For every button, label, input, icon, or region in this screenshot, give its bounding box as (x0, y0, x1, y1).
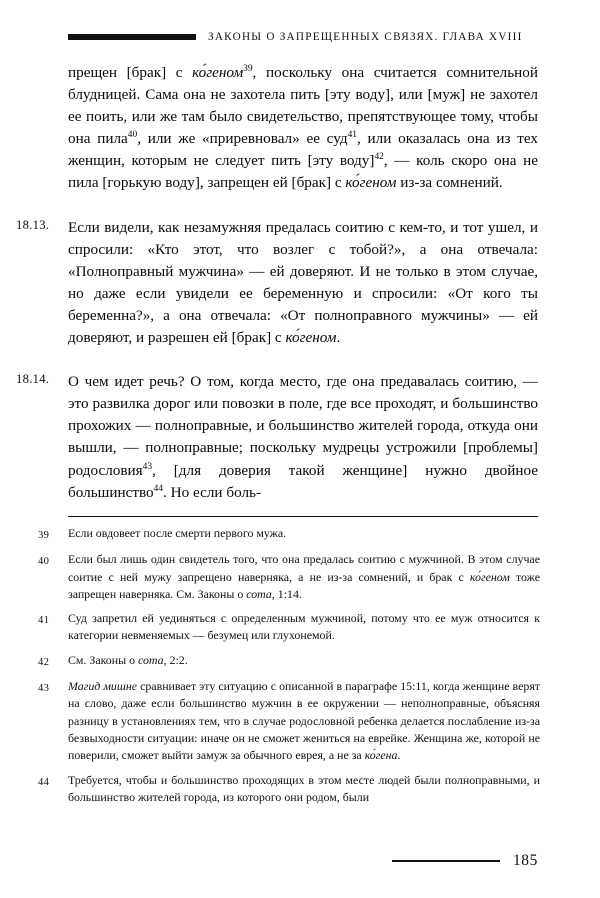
page-number: 185 (512, 852, 538, 869)
fn42-text-1: См. Законы о (68, 652, 138, 667)
fn40-italic-1: ко́геном (469, 569, 510, 584)
footnote-number-41: 41 (38, 615, 50, 627)
fn43-italic-lead: Магид мишне (68, 679, 138, 694)
footnote-ref-44[interactable]: 44 (153, 483, 164, 494)
cont-text-5: , — коль скоро она не пила [горькую воду], запрещен ей [брак] с (68, 152, 538, 192)
folio (68, 852, 538, 870)
footnote-list (38, 525, 540, 813)
running-head-rule (68, 34, 196, 40)
cont-text-2: , поскольку она считается сомнительной блудницей. Сама она не захотела пить [эту воду], или [муж] не захотел ее поить, или же там было свидетельство, препятствующее тому, чтобы она пила (68, 64, 538, 148)
folio-rule (392, 860, 500, 862)
footnote-ref-41[interactable]: 41 (347, 130, 357, 141)
footnote-separator-rule (68, 516, 538, 517)
footnote-number-40: 40 (38, 556, 50, 568)
cont-italic-2: ко́геном (345, 174, 397, 192)
footnote-number-42: 42 (38, 656, 50, 668)
fn40-text-2: тоже запрещен наверняка. См. Законы о (68, 569, 540, 601)
cont-text-1: прещен [брак] с (68, 64, 193, 81)
fn42-text-2: , 2:2. (163, 652, 188, 667)
footnote-44 (38, 772, 540, 807)
s1-text-1: Если видели, как незамужняя предалась соитию с кем-то, и тот ушел, и спросили: «Кто этот, что возлег с тобой?», а она отвечала: «Полноправный мужчина» — ей доверяют. И не только в этом случае, но даже если увидели ее беременную и спросили: «От кого ты беременна?», а она отвечала: «От полноправного мужчины» — ей доверяют, и разрешен ей [брак] с (68, 218, 538, 347)
running-head (68, 26, 560, 48)
s1-text-2: . (336, 329, 341, 347)
s1-italic-1: ко́геном (285, 329, 337, 347)
fn43-text-1: сравнивает эту ситуацию с описанной в параграфе 15:11, когда женщине верят на слово, даже если большинство мужчин в ее окружении — неполноправные, объясняя разницу в установлениях тем, что в случае родословной ребенка делается послабление из-за безвыходности ситуации: иначе он не сможет жениться на еврейке. Женщина же, которой не поверили, сможет выйти замуж за обычного еврея, а не за (68, 679, 540, 763)
footnote-ref-43[interactable]: 43 (142, 461, 153, 472)
footnote-number-44: 44 (38, 776, 50, 788)
s2-text-2: , [для доверия такой женщине] нужно двойное большинство (68, 461, 538, 501)
footnote-text-41 (68, 610, 540, 645)
section-18-14 (16, 371, 538, 504)
footnote-number-43: 43 (38, 683, 50, 695)
fn43-italic-1: ко́гена (364, 748, 398, 763)
cont-text-4: , или оказалась она из тех женщин, которым не следует пить [эту воду] (68, 130, 538, 170)
fn40-italic-2: сота (246, 586, 272, 601)
fn40-text-3: , 1:14. (271, 586, 302, 601)
running-head-title: ЗАКОНЫ О ЗАПРЕЩЕННЫХ СВЯЗЯХ. ГЛАВА XVIII (208, 31, 523, 43)
footnote-text-44 (68, 772, 540, 807)
fn39-text-1: Если овдовеет после смерти первого мужа. (68, 526, 287, 540)
continued-paragraph (68, 62, 538, 195)
footnote-ref-39[interactable]: 39 (243, 63, 253, 74)
fn44-text-1: Требуется, чтобы и большинство проходящих в этом месте людей были полноправными, и большинство жителей города, из которого они родом, были (68, 772, 540, 804)
footnote-41 (38, 610, 540, 645)
cont-text-3: , или же «приревновал» ее суд (137, 130, 348, 148)
footnote-text-39 (68, 525, 540, 542)
fn40-text-1: Если был лишь один свидетель того, что она предалась соитию с мужчиной. В этом случае соитие с ней мужу запрещено наверняка, а не из-за сомнений, и брак с (68, 552, 540, 584)
footnote-text-40 (68, 551, 540, 603)
text-column (16, 62, 538, 526)
footnote-40 (38, 551, 540, 603)
fn43-text-2: . (397, 748, 401, 763)
section-18-13 (16, 217, 538, 350)
footnote-ref-40[interactable]: 40 (127, 130, 138, 141)
section-body-18-14 (68, 371, 538, 504)
fn42-italic-1: сота (138, 652, 164, 667)
section-number-18-14: 18.14. (16, 372, 50, 387)
section-number-18-13: 18.13. (16, 217, 50, 232)
cont-text-6: из-за сомнений. (396, 174, 503, 192)
footnote-number-39: 39 (38, 530, 50, 541)
footnote-43 (38, 678, 540, 764)
section-body-18-13 (68, 217, 538, 350)
s2-text-1: О чем идет речь? О том, когда место, где она предавалась соитию, — это развилка дорог или повозки в поле, где все проходят, и большинство прохожих — полноправные, и большинство жителей города, откуда они вышли, — полноправные; поскольку мудрецы устрожили [проблемы] родословия (68, 373, 538, 479)
footnote-39 (38, 525, 540, 544)
footnote-42 (38, 652, 540, 671)
footnote-ref-42[interactable]: 42 (374, 152, 384, 163)
s2-text-3: . Но если боль- (163, 483, 262, 501)
footnote-text-42 (68, 652, 540, 669)
cont-italic-1: ко́геном (192, 64, 244, 81)
footnote-text-43 (68, 678, 540, 764)
fn41-text-1: Суд запретил ей уединяться с определенным мужчиной, потому что ее муж относится к категории невменяемых — безумец или глухонемой. (68, 611, 540, 643)
